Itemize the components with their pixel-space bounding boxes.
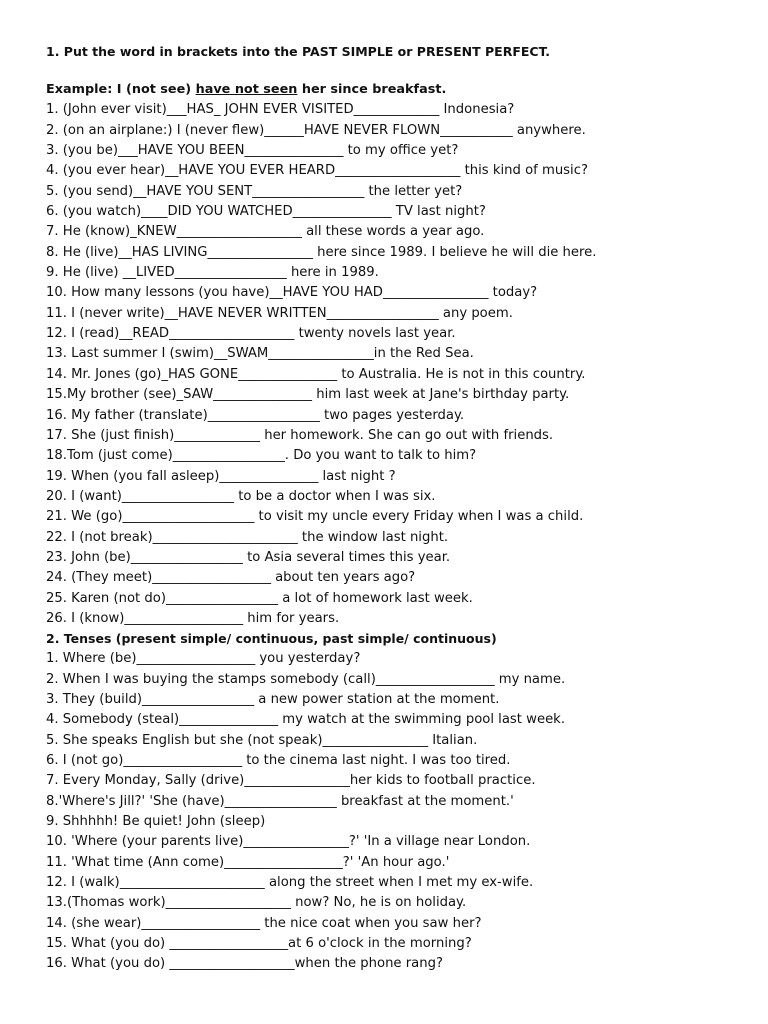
exercise-item: 6. I (not go)__________________ to the cinema last night. I was too tired. xyxy=(46,753,511,768)
exercise-item: 1. Where (be)__________________ you yesterday? xyxy=(46,651,361,667)
exercise-item: 21. We (go)____________________ to visit my uncle every Friday when I was a child. xyxy=(46,509,584,525)
exercise-item: 15. What (you do) __________________at 6 o'clock in the morning? xyxy=(46,936,472,952)
exercise-item: 7. Every Monday, Sally (drive)________________her kids to football practice. xyxy=(46,773,536,789)
example-prefix: Example: I (not see) xyxy=(46,82,196,97)
exercise-item: 11. 'What time (Ann come)__________________?' 'An hour ago.' xyxy=(46,854,450,870)
exercise-item: 4. Somebody (steal)_______________ my watch at the swimming pool last week. xyxy=(46,712,566,728)
exercise-item: 9. He (live) __LIVED_________________ here in 1989. xyxy=(46,265,379,281)
exercise-item: 3. They (build)_________________ a new power station at the moment. xyxy=(46,691,500,707)
exercise-item: 16. My father (translate)_________________ two pages yesterday. xyxy=(46,407,465,423)
exercise-item: 14. (she wear)__________________ the nice coat when you saw her? xyxy=(46,915,482,931)
exercise-item: 16. What (you do) ___________________when the phone rang? xyxy=(46,956,443,972)
exercise-item: 13.(Thomas work)___________________ now? No, he is on holiday. xyxy=(46,895,467,911)
section1-heading: 1. Put the word in brackets into the PAST SIMPLE or PRESENT PERFECT. xyxy=(46,44,550,59)
exercise-item: 23. John (be)_________________ to Asia several times this year. xyxy=(46,549,451,565)
exercise-item: 4. (you ever hear)__HAVE YOU EVER HEARD___________________ this kind of music? xyxy=(46,163,588,179)
exercise-item: 8. He (live)__HAS LIVING________________ here since 1989. I believe he will die here. xyxy=(46,244,597,260)
exercise-item: 9. Shhhhh! Be quiet! John (sleep) xyxy=(46,814,266,830)
exercise-item: 19. When (you fall asleep)_______________ last night ? xyxy=(46,468,396,484)
exercise-item: 3. (you be)___HAVE YOU BEEN_______________ to my office yet? xyxy=(46,143,459,159)
exercise-item: 26. I (know)__________________ him for years. xyxy=(46,610,340,626)
exercise-item: 22. I (not break)______________________ the window last night. xyxy=(46,529,449,545)
exercise-item: 5. (you send)__HAVE YOU SENT_________________ the letter yet? xyxy=(46,183,463,199)
exercise-item: 13. Last summer I (swim)__SWAM________________in the Red Sea. xyxy=(46,346,474,362)
example-answer: have not seen xyxy=(195,82,298,97)
exercise-item: 5. She speaks English but she (not speak)________________ Italian. xyxy=(46,732,478,748)
exercise-item: 20. I (want)_________________ to be a doctor when I was six. xyxy=(46,488,436,504)
exercise-item: 2. When I was buying the stamps somebody (call)__________________ my name. xyxy=(46,671,566,687)
example-sentence xyxy=(46,80,728,100)
exercise-item: 12. I (walk)______________________ along the street when I met my ex-wife. xyxy=(46,875,534,891)
exercise-item: 6. (you watch)____DID YOU WATCHED_______________ TV last night? xyxy=(46,204,486,220)
exercise-item: 10. How many lessons (you have)__HAVE YOU HAD________________ today? xyxy=(46,285,538,301)
exercise-item: 8.'Where's Jill?' 'She (have)_________________ breakfast at the moment.' xyxy=(46,793,514,809)
exercise-item: 18.Tom (just come)_________________. Do you want to talk to him? xyxy=(46,448,477,464)
exercise-item: 2. (on an airplane:) I (never flew)______HAVE NEVER FLOWN___________ anywhere. xyxy=(46,122,586,138)
exercise-item: 14. Mr. Jones (go)_HAS GONE_______________ to Australia. He is not in this country. xyxy=(46,366,586,382)
exercise-item: 17. She (just finish)_____________ her homework. She can go out with friends. xyxy=(46,427,554,443)
example-suffix: her since breakfast. xyxy=(297,82,447,97)
section2-heading: 2. Tenses (present simple/ continuous, past simple/ continuous) xyxy=(46,631,497,647)
exercise-item: 1. (John ever visit)___HAS_ JOHN EVER VISITED_____________ Indonesia? xyxy=(46,102,515,118)
exercise-item: 10. 'Where (your parents live)________________?' 'In a village near London. xyxy=(46,834,531,850)
exercise-item: 12. I (read)__READ___________________ twenty novels last year. xyxy=(46,326,456,342)
exercise-item: 15.My brother (see)_SAW_______________ him last week at Jane's birthday party. xyxy=(46,387,570,403)
exercise-item: 7. He (know)_KNEW___________________ all these words a year ago. xyxy=(46,224,485,240)
exercise-item: 25. Karen (not do)_________________ a lot of homework last week. xyxy=(46,590,473,606)
exercise-item: 11. I (never write)__HAVE NEVER WRITTEN_________________ any poem. xyxy=(46,305,513,321)
exercise-item: 24. (They meet)__________________ about ten years ago? xyxy=(46,570,416,586)
